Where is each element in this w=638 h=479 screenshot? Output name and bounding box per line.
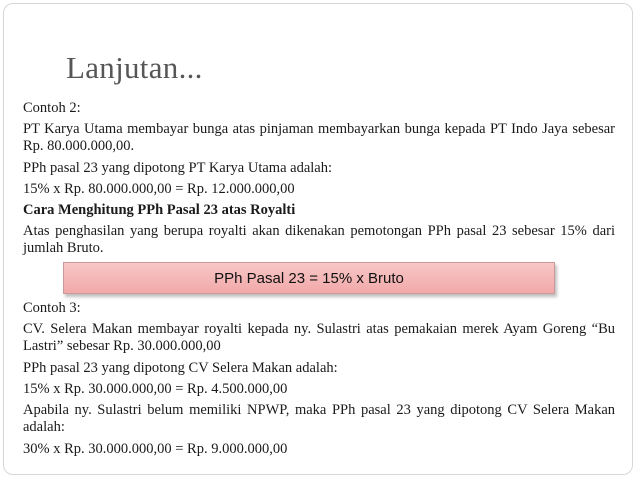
example-2-description: PT Karya Utama membayar bunga atas pinjaman membayarkan bunga kepada PT Indo Jaya sebesar Rp. 80.000.000,00. <box>23 121 615 154</box>
example-3-npwp-note: Apabila ny. Sulastri belum memiliki NPWP, maka PPh pasal 23 yang dipotong CV Selera Makan adalah: <box>23 402 615 435</box>
example-3-question: PPh pasal 23 yang dipotong CV Selera Makan adalah: <box>23 360 338 376</box>
example-2-question: PPh pasal 23 yang dipotong PT Karya Utama adalah: <box>23 160 333 176</box>
example-3-npwp-calculation: 30% x Rp. 30.000.000,00 = Rp. 9.000.000,00 <box>23 441 288 457</box>
example-3-description: CV. Selera Makan membayar royalti kepada ny. Sulastri atas pemakaian merek Ayam Goreng “Bu Lastri” sebesar Rp. 30.000.000,00 <box>23 321 615 354</box>
slide-title: Lanjutan... <box>66 50 203 85</box>
slide-body <box>23 100 615 462</box>
example-3-heading: Contoh 3: <box>23 300 81 316</box>
example-2-heading: Contoh 2: <box>23 100 81 116</box>
royalty-rule-text: Atas penghasilan yang berupa royalti akan dikenakan pemotongan PPh pasal 23 sebesar 15% dari jumlah Bruto. <box>23 223 615 256</box>
formula-box: PPh Pasal 23 = 15% x Bruto <box>63 262 555 294</box>
royalty-section-heading: Cara Menghitung PPh Pasal 23 atas Royalti <box>23 202 296 218</box>
formula-row <box>23 262 615 296</box>
example-3-calculation: 15% x Rp. 30.000.000,00 = Rp. 4.500.000,00 <box>23 381 288 397</box>
example-2-calculation: 15% x Rp. 80.000.000,00 = Rp. 12.000.000,00 <box>23 181 295 197</box>
